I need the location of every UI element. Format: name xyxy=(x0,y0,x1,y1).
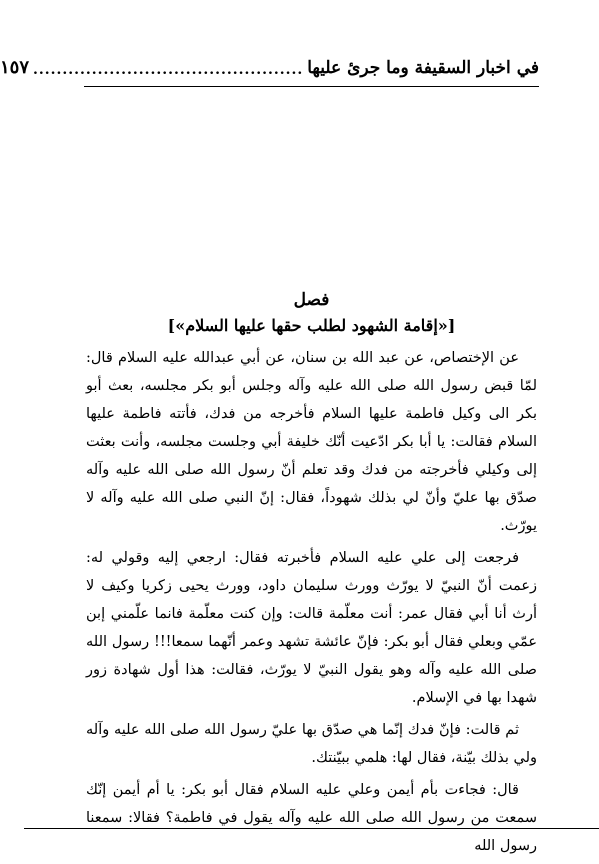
running-title: في اخبار السقيفة وما جرئ عليها xyxy=(307,58,539,78)
paragraph: فرجعت إلى علي عليه السلام فأخبرته فقال: ارجعي إليه وقولي له: زعمت أنّ النبيّ لا يورّث وورث سليمان داود، وورث يحيى زكريا وكيف لا أرث أنا أبي فقال عمر: أنت معلّمة قالت: وإن كنت معلّمة فانما علّمني إبن عمّي وبعلي فقال أبو بكر: فإنّ عائشة تشهد وعمر أنّهما سمعا!!! رسول الله صلى الله عليه وآله وهو يقول النبيّ لا يورّث، فقالت: هذا أول شهادة زور شهدا بها في الإسلام. xyxy=(86,550,537,706)
bottom-rule xyxy=(24,828,599,829)
page-number: ١٥٧ xyxy=(0,57,30,78)
section-subtitle: [«إقامة الشهود لطلب حقها عليها السلام»] xyxy=(167,316,456,335)
section-title: فصل xyxy=(293,290,330,310)
paragraph: قال: فجاءت بأم أيمن وعلي عليه السلام فقال أبو بكر: يا أم أيمن إنّك سمعت من رسول الله صلى الله عليه وآله يقول في فاطمة؟ فقالا: سمعنا رسول الله xyxy=(86,782,537,854)
body-text xyxy=(86,344,537,864)
header-rule xyxy=(84,86,539,87)
running-header xyxy=(0,50,539,78)
paragraph: ثم قالت: فإنّ فدك إنّما هي صدّق بها عليّ رسول الله صلى الله عليه وآله ولي بذلك بيّنة، فقال لها: هلمي ببيّنتك. xyxy=(86,722,537,766)
paragraph: عن الإختصاص، عن عبد الله بن سنان، عن أبي عبدالله عليه السلام قال: لمّا قبض رسول الله صلى الله عليه وآله وجلس أبو بكر مجلسه، بعث أبو بكر الى وكيل فاطمة عليها السلام فأخرجه من فدك، فأتته فاطمة عليها السلام فقالت: يا أبا بكر ادّعيت أنّك خليفة أبي وجلست مجلسه، وأنت بعثت إلى وكيلي فأخرجته من فدك وقد تعلم أنّ رسول الله صلى الله عليه وآله صدّق بها عليّ وأنّ لي بذلك شهوداً، فقال: إنّ النبي صلى الله عليه وآله لا يورّث. xyxy=(86,350,537,534)
header-dot-leader: .............................................. xyxy=(33,62,304,78)
